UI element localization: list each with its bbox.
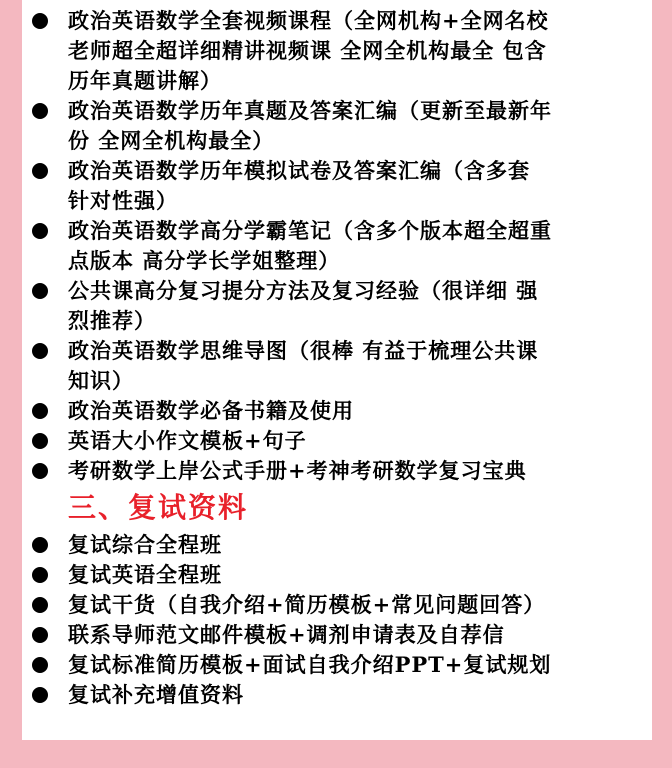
bullet-icon	[32, 223, 48, 239]
bullet-icon	[32, 627, 48, 643]
list-item-text: 点版本 高分学长学姐整理）	[68, 248, 341, 273]
list-item-text: 复试综合全程班	[68, 532, 222, 557]
bullet-icon	[32, 433, 48, 449]
section-title: 三、复试资料	[68, 491, 249, 524]
bullet-icon	[32, 163, 48, 179]
list-item-text: 份 全网全机构最全）	[68, 128, 275, 153]
list-item-text: 知识）	[68, 368, 134, 393]
list-item-text: 烈推荐）	[68, 308, 156, 333]
bullet-icon	[32, 463, 48, 479]
list-item-text: 针对性强）	[68, 188, 178, 213]
content-panel	[22, 0, 652, 740]
bullet-icon	[32, 103, 48, 119]
list-item-text: 联系导师范文邮件模板+调剂申请表及自荐信	[68, 622, 505, 647]
list-item-text: 政治英语数学历年真题及答案汇编（更新至最新年	[68, 98, 552, 123]
list-item-text: 老师超全超详细精讲视频课 全网全机构最全 包含	[68, 38, 547, 63]
bullet-icon	[32, 13, 48, 29]
list-item-text: 复试干货（自我介绍+简历模板+常见问题回答）	[68, 592, 546, 617]
list-item-text: 政治英语数学思维导图（很棒 有益于梳理公共课	[68, 338, 539, 363]
list-item-text: 英语大小作文模板+句子	[68, 428, 307, 453]
list-item-text: 考研数学上岸公式手册+考神考研数学复习宝典	[68, 458, 527, 483]
bullet-icon	[32, 343, 48, 359]
list-item-text: 公共课高分复习提分方法及复习经验（很详细 强	[68, 278, 539, 303]
bullet-icon	[32, 283, 48, 299]
list-item-text: 政治英语数学高分学霸笔记（含多个版本超全超重	[68, 218, 552, 243]
bullet-icon	[32, 657, 48, 673]
list-item-text: 复试英语全程班	[68, 562, 222, 587]
bullet-icon	[32, 403, 48, 419]
list-item-text: 政治英语数学历年模拟试卷及答案汇编（含多套	[68, 158, 530, 183]
list-item-text: 复试补充增值资料	[68, 682, 244, 707]
bullet-icon	[32, 537, 48, 553]
bullet-icon	[32, 597, 48, 613]
bullet-icon	[32, 567, 48, 583]
list-item-text: 历年真题讲解）	[68, 68, 222, 93]
list-item-text: 政治英语数学必备书籍及使用	[68, 398, 354, 423]
list-item-text: 复试标准简历模板+面试自我介绍PPT+复试规划	[68, 652, 552, 677]
bullet-icon	[32, 687, 48, 703]
list-item-text: 政治英语数学全套视频课程（全网机构+全网名校	[68, 8, 549, 33]
